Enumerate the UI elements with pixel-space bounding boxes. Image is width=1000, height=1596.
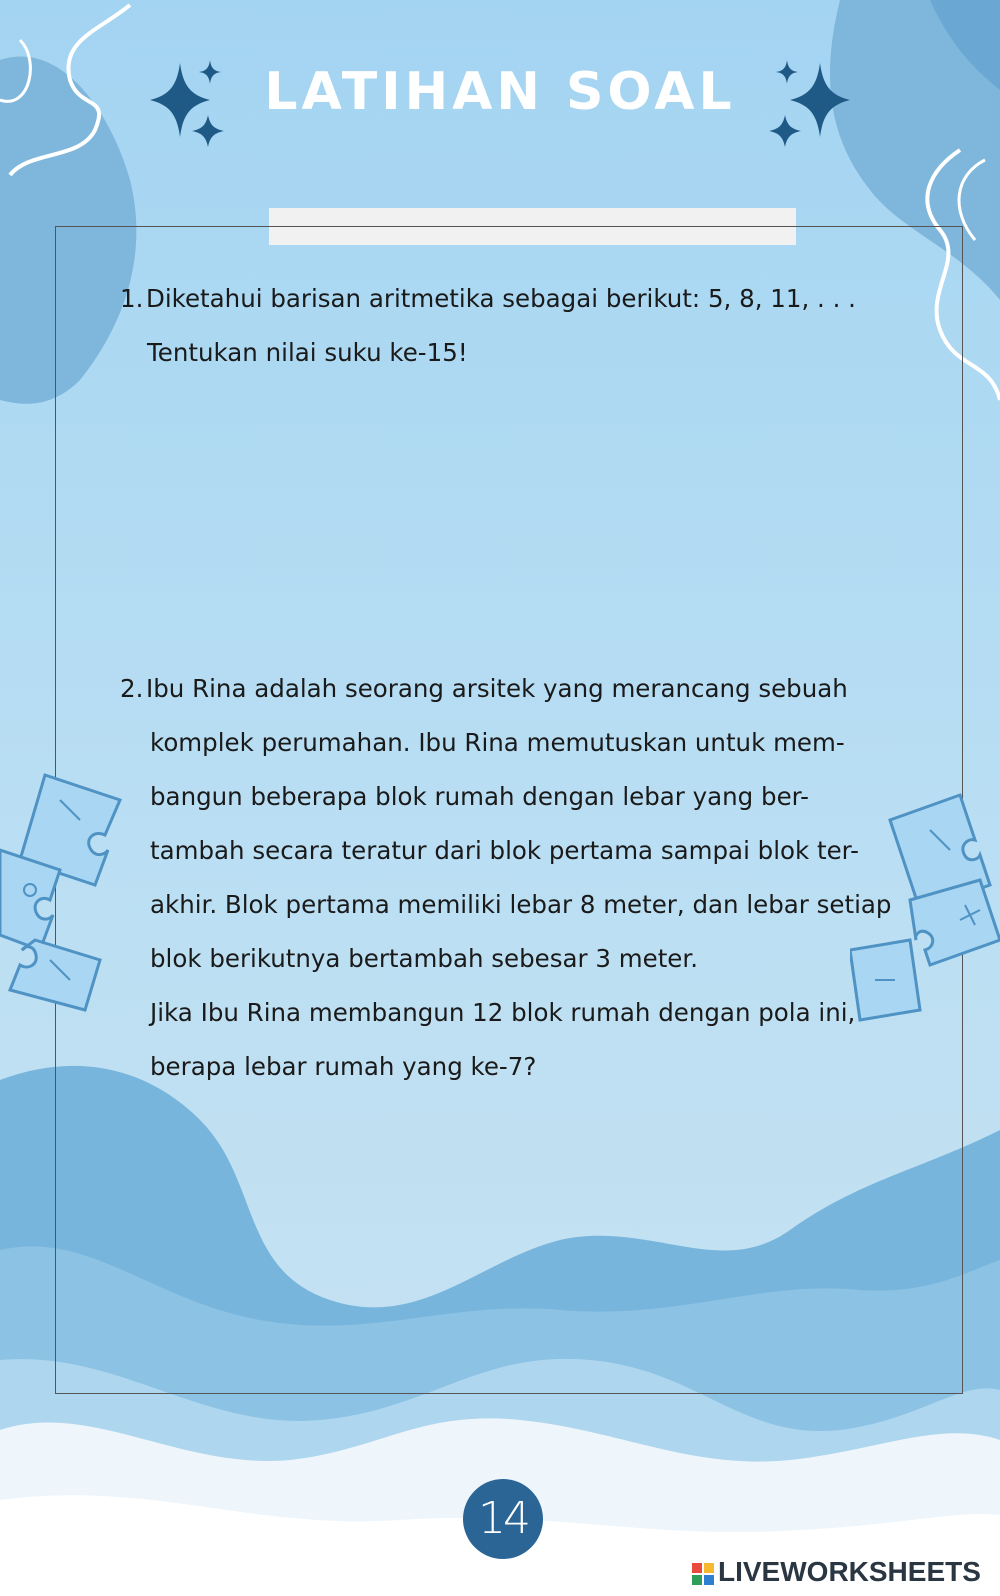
question-2-number: 2. — [120, 674, 144, 703]
question-1 — [120, 272, 920, 380]
page-title: LATIHAN SOAL — [264, 62, 736, 122]
question-1-line-1 — [120, 272, 920, 326]
question-2-line-3: bangun beberapa blok rumah dengan lebar yang ber- — [150, 782, 809, 811]
sparkle-left-icon — [140, 55, 235, 150]
question-1-line-2: Tentukan nilai suku ke-15! — [147, 338, 468, 367]
question-2 — [120, 662, 920, 1094]
brand-name: LIVEWORKSHEETS — [718, 1556, 981, 1587]
puzzle-left-icon — [0, 760, 140, 1030]
question-1-number: 1. — [120, 284, 144, 313]
question-2-line-6: blok berikutnya bertambah sebesar 3 meter. — [150, 944, 698, 973]
page-number: 14 — [463, 1479, 543, 1559]
question-2-line-2: komplek perumahan. Ibu Rina memutuskan untuk mem- — [150, 728, 845, 757]
question-2-line-1 — [120, 662, 920, 716]
question-2-line-4: tambah secara teratur dari blok pertama sampai blok ter- — [150, 836, 860, 865]
question-2-text: Ibu Rina adalah seorang arsitek yang merancang sebuah — [146, 674, 848, 703]
liveworksheets-logo-icon — [692, 1563, 714, 1585]
sparkle-right-icon — [765, 55, 860, 150]
question-2-line-8: berapa lebar rumah yang ke-7? — [150, 1052, 537, 1081]
question-1-text: Diketahui barisan aritmetika sebagai berikut: 5, 8, 11, . . . — [146, 284, 856, 313]
brand-footer[interactable] — [692, 1557, 981, 1587]
question-2-line-7: Jika Ibu Rina membangun 12 blok rumah dengan pola ini, — [150, 998, 856, 1027]
question-2-line-5: akhir. Blok pertama memiliki lebar 8 meter, dan lebar setiap — [150, 890, 892, 919]
